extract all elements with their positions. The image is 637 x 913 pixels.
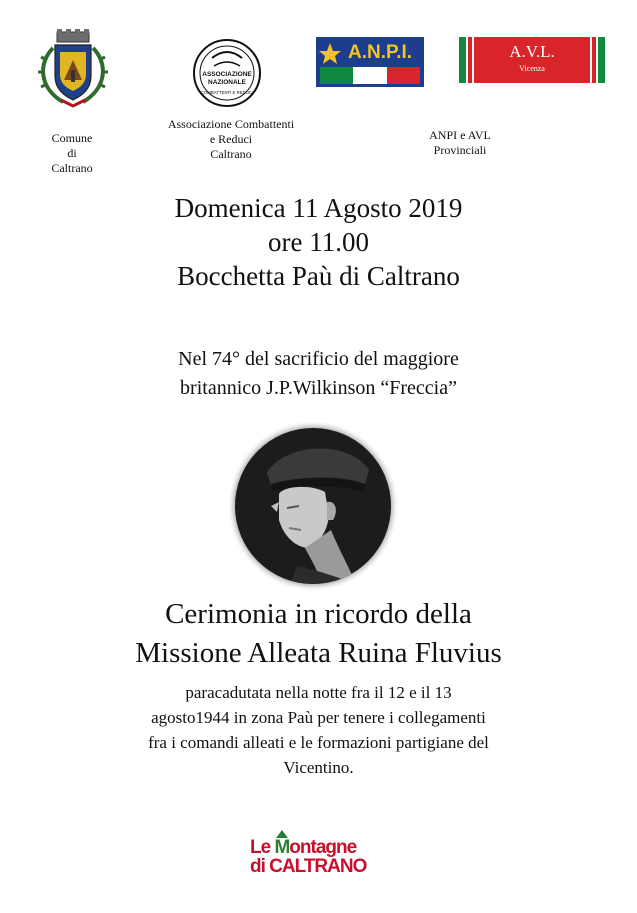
ceremony-title-line: Cerimonia in ricordo della [165,598,472,630]
anpi-avl-caption [400,128,520,158]
le-montagne-logo [250,838,390,876]
le-montagne-line2 [250,857,390,876]
dedication-line: Nel 74° del sacrificio del maggiore [178,348,459,370]
assoc-seal-text-2: NAZIONALE [208,79,246,86]
comune-caption-line: Caltrano [51,161,93,175]
avl-logo-text: A.V.L. [509,42,555,61]
comune-coat-of-arms [33,28,113,110]
assoc-caption-line: Associazione Combattenti [167,117,295,131]
description-line: paracadutata nella notte fra il 12 e il 13 [185,683,452,702]
logo-part: di [250,856,270,877]
assoc-caption-line: e Reduci [209,132,253,146]
comune-caption-line: di [67,146,77,160]
event-date: Domenica 11 Agosto 2019 [174,193,463,223]
logo-mountain-m [274,837,289,858]
assoc-seal-text-3: COMBATTENTI E REDUCI [200,90,254,95]
ceremony-title [0,595,637,673]
anpi-avl-caption-line: Provinciali [433,143,487,157]
event-place: Bocchetta Paù di Caltrano [177,261,460,291]
description [0,680,637,780]
description-line: Vicentino. [283,758,354,777]
event-time: ore 11.00 [268,227,369,257]
le-montagne-line1 [250,838,390,857]
assoc-caption [156,117,306,162]
assoc-seal-text-1: ASSOCIAZIONE [202,71,252,78]
event-info [0,191,637,293]
logo-part: Le [250,837,275,858]
anpi-avl-caption-line: ANPI e AVL [429,128,491,142]
comune-caption [30,131,114,176]
dedication-line: britannico J.P.Wilkinson “Freccia” [180,377,457,399]
assoc-caption-line: Caltrano [210,147,252,161]
avl-logo [459,37,605,83]
dedication [0,345,637,403]
anpi-logo-text: A.N.P.I. [347,42,413,63]
description-line: fra i comandi alleati e le formazioni partigiane del [148,733,489,752]
comune-caption-line: Comune [51,131,93,145]
anpi-logo [316,37,424,87]
logo-part: ontagne [289,837,357,858]
mountain-peak-icon [276,830,288,838]
portrait-photo [227,420,399,592]
ceremony-title-line: Missione Alleata Ruina Fluvius [135,637,502,669]
logo-part: CALTRANO [269,856,367,877]
logo-part: M [274,837,290,858]
description-line: agosto1944 in zona Paù per tenere i collegamenti [151,708,486,727]
avl-logo-subtext: Vicenza [519,64,545,73]
assoc-combattenti-seal [192,38,262,108]
